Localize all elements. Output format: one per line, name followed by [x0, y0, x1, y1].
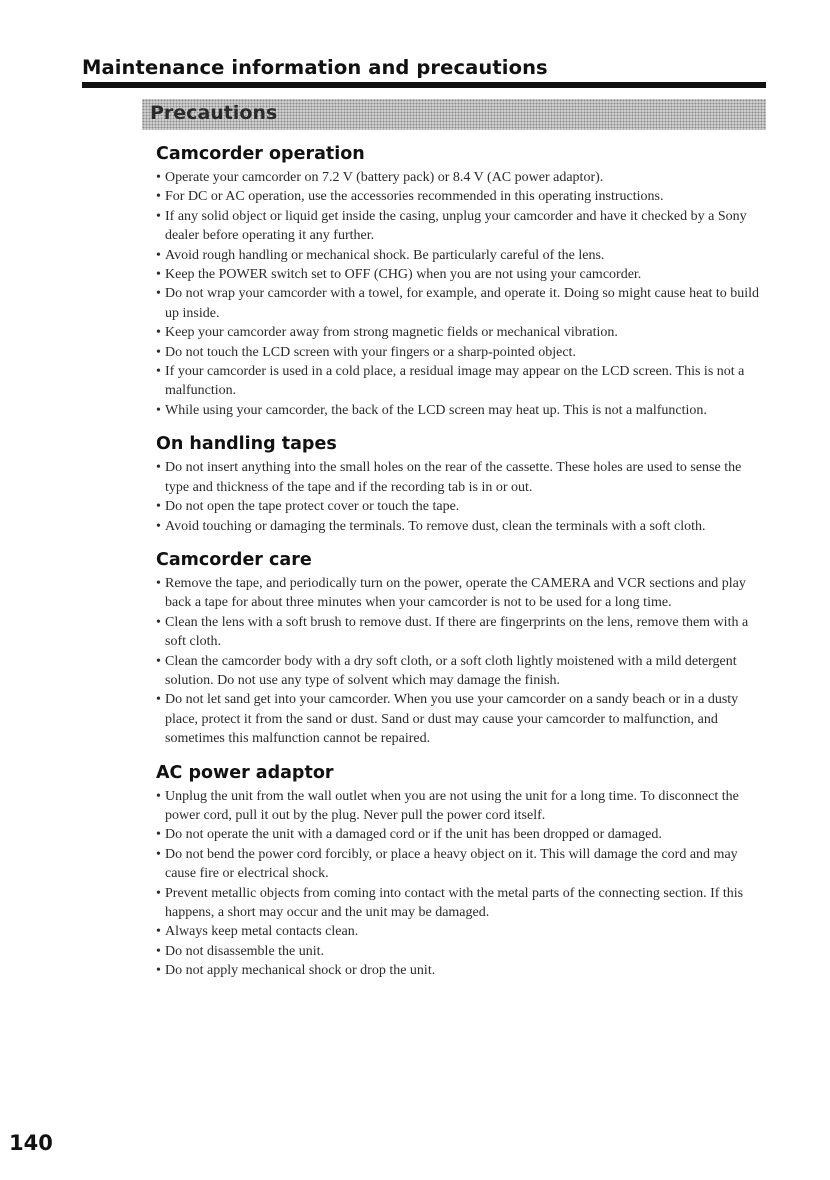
list-item: [156, 517, 768, 536]
list-item: [156, 187, 768, 206]
main-content: [156, 143, 768, 994]
list-item-text: Do not operate the unit with a damaged cord or if the unit has been dropped or damaged.: [165, 827, 662, 843]
list-item-text: Do not disassemble the unit.: [165, 943, 325, 959]
list-item: [156, 825, 768, 844]
list-item: [156, 401, 768, 420]
list-item: [156, 574, 768, 613]
list-item: [156, 458, 768, 497]
list-item-text: If any solid object or liquid get inside the casing, unplug your camcorder and have it checked by a Sony dealer before operating it any further.: [165, 208, 747, 244]
header-rule: [82, 82, 766, 88]
bullet-mark: •: [156, 575, 161, 591]
section-heading: Camcorder care: [156, 549, 312, 570]
list-item-text: Avoid rough handling or mechanical shock. Be particularly careful of the lens.: [165, 247, 605, 263]
bullet-mark: •: [156, 286, 161, 302]
bullet-mark: •: [156, 267, 161, 283]
list-item: [156, 246, 768, 265]
list-item-text: Keep the POWER switch set to OFF (CHG) when you are not using your camcorder.: [165, 267, 642, 283]
list-item-text: Keep your camcorder away from strong magnetic fields or mechanical vibration.: [165, 325, 618, 341]
list-item: [156, 690, 768, 748]
bullet-mark: •: [156, 208, 161, 224]
bullet-mark: •: [156, 325, 161, 341]
list-item: [156, 343, 768, 362]
bullet-mark: •: [156, 247, 161, 263]
list-item-text: Unplug the unit from the wall outlet when you are not using the unit for a long time. To disconnect the power cord, pull it out by the plug. Never pull the power cord itself.: [165, 788, 739, 823]
banner-label: Precautions: [150, 102, 278, 124]
list-item-text: Do not touch the LCD screen with your fingers or a sharp-pointed object.: [165, 344, 576, 360]
section-heading: On handling tapes: [156, 434, 337, 455]
bullet-mark: •: [156, 460, 161, 476]
bullet-mark: •: [156, 924, 161, 940]
section-heading: Camcorder operation: [156, 144, 365, 164]
bullet-mark: •: [156, 614, 161, 630]
list-item-text: While using your camcorder, the back of the LCD screen may heat up. This is not a malfunction.: [165, 402, 707, 418]
list-item-text: Do not let sand get into your camcorder. When you use your camcorder on a sandy beach or in a dusty place, protect it from the sand or dust. Sand or dust may cause your camcorder to malfunction, and sometimes this malfunction cannot be repaired.: [165, 692, 739, 747]
bullet-list: [156, 168, 768, 420]
bullet-mark: •: [156, 402, 161, 418]
list-item: [156, 845, 768, 884]
list-item-text: Clean the camcorder body with a dry soft cloth, or a soft cloth lightly moistened with a mild detergent solution. Do not use any type of solvent which may damage the finish.: [165, 653, 737, 688]
bullet-mark: •: [156, 943, 161, 959]
list-item-text: For DC or AC operation, use the accessories recommended in this operating instructions.: [165, 189, 664, 205]
list-item: [156, 168, 768, 187]
section-camcorder-care: [156, 549, 768, 749]
list-item-text: Prevent metallic objects from coming into contact with the metal parts of the connecting section. If this happens, a short may occur and the unit may be damaged.: [165, 885, 744, 920]
list-item-text: Do not open the tape protect cover or touch the tape.: [165, 499, 460, 515]
bullet-mark: •: [156, 788, 161, 804]
bullet-mark: •: [156, 653, 161, 669]
section-heading: AC power adaptor: [156, 762, 334, 783]
list-item-text: Remove the tape, and periodically turn on the power, operate the CAMERA and VCR sections and play back a tape for about three minutes when your camcorder is not to be used for a long time.: [165, 575, 746, 611]
list-item-text: Clean the lens with a soft brush to remove dust. If there are fingerprints on the lens, remove them with a soft cloth.: [165, 614, 749, 650]
bullet-list: [156, 787, 768, 981]
list-item: [156, 323, 768, 342]
list-item: [156, 787, 768, 826]
bullet-mark: •: [156, 827, 161, 843]
list-item-text: Avoid touching or damaging the terminals. To remove dust, clean the terminals with a soft cloth.: [165, 518, 706, 534]
list-item: [156, 265, 768, 284]
list-item-text: Always keep metal contacts clean.: [165, 924, 359, 940]
list-item: [156, 207, 768, 246]
list-item-text: Operate your camcorder on 7.2 V (battery pack) or 8.4 V (AC power adaptor).: [165, 170, 604, 185]
bullet-mark: •: [156, 344, 161, 360]
bullet-mark: •: [156, 170, 161, 185]
section-ac-power-adaptor: [156, 762, 768, 981]
bullet-mark: •: [156, 189, 161, 205]
list-item-text: If your camcorder is used in a cold place, a residual image may appear on the LCD screen. This is not a malfunction.: [165, 364, 745, 399]
section-handling-tapes: [156, 433, 768, 536]
bullet-mark: •: [156, 885, 161, 901]
precautions-banner: [142, 99, 766, 130]
list-item: [156, 884, 768, 923]
bullet-mark: •: [156, 499, 161, 515]
list-item-text: Do not wrap your camcorder with a towel, for example, and operate it. Doing so might cause heat to build up inside.: [165, 286, 760, 321]
list-item: [156, 284, 768, 323]
list-item: [156, 613, 768, 652]
bullet-list: [156, 458, 768, 536]
bullet-mark: •: [156, 364, 161, 380]
section-camcorder-operation: [156, 143, 768, 420]
bullet-list: [156, 574, 768, 749]
page-header-title: Maintenance information and precautions: [82, 56, 548, 79]
list-item-text: Do not apply mechanical shock or drop the unit.: [165, 963, 436, 979]
bullet-mark: •: [156, 518, 161, 534]
list-item: [156, 961, 768, 980]
list-item-text: Do not bend the power cord forcibly, or place a heavy object on it. This will damage the cord and may cause fire or electrical shock.: [165, 846, 738, 882]
list-item-text: Do not insert anything into the small holes on the rear of the cassette. These holes are used to sense the type and thickness of the tape and if the recording tab is in or out.: [165, 460, 742, 495]
list-item: [156, 362, 768, 401]
list-item: [156, 652, 768, 691]
list-item: [156, 497, 768, 516]
list-item: [156, 922, 768, 941]
bullet-mark: •: [156, 846, 161, 862]
list-item: [156, 942, 768, 961]
bullet-mark: •: [156, 963, 161, 979]
page-number: 140: [9, 1131, 53, 1155]
bullet-mark: •: [156, 692, 161, 708]
